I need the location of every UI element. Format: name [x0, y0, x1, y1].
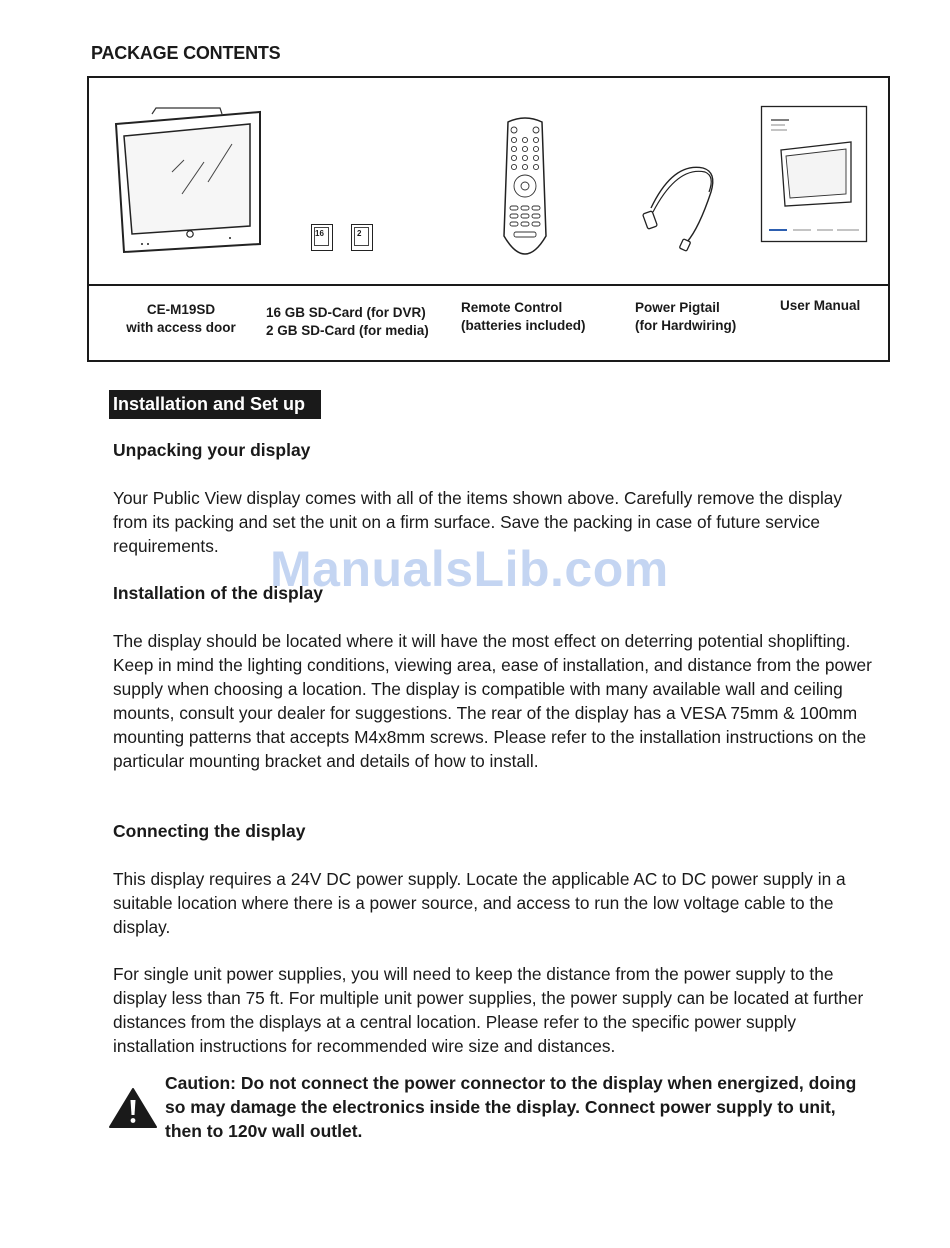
- caption-monitor-line1: CE-M19SD: [146, 302, 216, 317]
- installation-body: The display should be located where it will have the most effect on deterring potential shoplifting. Keep in mind the lighting conditions, viewing area, ease of installation, and distance from the power supply when choosing a location. The display is compatible with many available wall and ceiling mounts, consult your dealer for suggestions. The rear of the display has a VESA 75mm & 100mm mounting patterns that accepts M4x8mm screws. Please refer to the installation instructions on the particular mounting bracket and details of how to install.: [113, 631, 872, 771]
- caption-remote: [461, 299, 621, 335]
- caption-remote-line1: Remote Control: [461, 300, 563, 315]
- caption-sd-line2: 2 GB SD-Card (for media): [266, 323, 429, 338]
- package-contents-heading: PACKAGE CONTENTS: [91, 43, 281, 63]
- unpacking-heading: Unpacking your display: [113, 440, 311, 460]
- unpacking-body: Your Public View display comes with all of the items shown above. Carefully remove the display from its packing and set the unit on a firm surface. Save the packing in case of future service requirements.: [113, 488, 843, 556]
- caption-monitor-line2: with access door: [126, 320, 236, 335]
- caption-pigtail-line1: Power Pigtail: [635, 300, 720, 315]
- sd-card-2: [351, 224, 373, 251]
- caption-monitor: [108, 301, 254, 337]
- power-pigtail-illustration: [643, 162, 719, 252]
- caption-sd-line1: 16 GB SD-Card (for DVR): [266, 305, 426, 320]
- caption-manual: [780, 297, 880, 315]
- caption-pigtail-line2: (for Hardwiring): [635, 318, 737, 333]
- connecting-heading: Connecting the display: [113, 821, 306, 841]
- caption-pigtail: [635, 299, 765, 335]
- remote-control-illustration: [502, 116, 548, 264]
- installation-heading: Installation of the display: [113, 583, 324, 603]
- caption-sd-cards: [266, 304, 446, 340]
- watermark: ManualsLib.com: [270, 541, 669, 597]
- caption-remote-line2: (batteries included): [461, 318, 586, 333]
- connecting-body-2: For single unit power supplies, you will need to keep the distance from the power supply to the display less than 75 ft. For multiple unit power supplies, the power supply can be located at further distances from the displays at a central location. Please refer to the specific power supply installation instructions for recommended wire size and distances.: [113, 964, 864, 1056]
- caption-manual-line1: User Manual: [780, 298, 861, 313]
- package-contents-divider: [87, 284, 890, 286]
- sd-card-2-label: 2: [357, 229, 362, 238]
- connecting-body-1: This display requires a 24V DC power supply. Locate the applicable AC to DC power supply in a suitable location where there is a power source, and access to run the low voltage cable to the display.: [113, 869, 846, 937]
- user-manual-illustration: [761, 106, 867, 242]
- warning-triangle-icon: [108, 1087, 158, 1129]
- caution-text: Caution: Do not connect the power connector to the display when energized, doing so may damage the electronics inside the display. Connect power supply to unit, then to 120v wall outlet.: [165, 1073, 857, 1141]
- monitor-illustration: [112, 106, 264, 256]
- sd-card-16: [311, 224, 333, 251]
- sd-card-16-label: 16: [315, 229, 324, 238]
- section-title-badge: Installation and Set up: [109, 390, 321, 419]
